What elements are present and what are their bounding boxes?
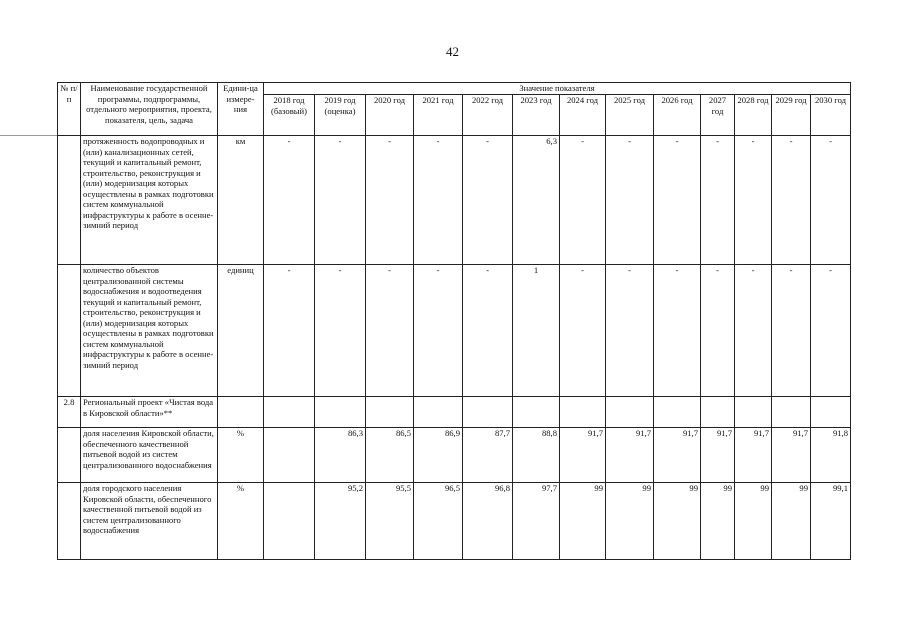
year-header: 2028 год	[735, 95, 772, 136]
page-number: 42	[446, 44, 459, 59]
value-cell: -	[654, 265, 701, 397]
value-cell: 95,5	[366, 483, 414, 560]
header-name: Наименование государственной программы, подпрограммы, отдельного мероприятия, проекта, показателя, цель, задача	[81, 83, 218, 136]
year-header: 2021 год	[414, 95, 463, 136]
value-cell	[414, 397, 463, 428]
value-cell: -	[315, 136, 366, 265]
value-cell: 86,3	[315, 428, 366, 483]
value-cell: -	[264, 136, 315, 265]
indicator-name: доля городского населения Кировской области, обеспеченного качественной питьевой водой из систем централизованного водоснабжения	[81, 483, 218, 560]
value-cell: 96,5	[414, 483, 463, 560]
value-cell: -	[414, 265, 463, 397]
value-cell: 91,7	[560, 428, 606, 483]
value-cell: 91,7	[606, 428, 654, 483]
value-cell	[772, 397, 811, 428]
value-cell: 99	[701, 483, 735, 560]
year-header: 2023 год	[513, 95, 560, 136]
value-cell: 97,7	[513, 483, 560, 560]
value-cell	[560, 397, 606, 428]
value-cell: 99	[606, 483, 654, 560]
value-cell: 99,1	[811, 483, 851, 560]
table-row	[58, 397, 851, 428]
value-cell: -	[560, 265, 606, 397]
value-cell: 95,2	[315, 483, 366, 560]
value-cell: 91,7	[701, 428, 735, 483]
header-unit: Едини-ца измере-ния	[218, 83, 264, 136]
year-header: 2020 год	[366, 95, 414, 136]
indicator-table	[57, 82, 851, 560]
value-cell: -	[654, 136, 701, 265]
row-num	[58, 428, 81, 483]
value-cell	[606, 397, 654, 428]
table-row	[58, 483, 851, 560]
indicator-name: доля населения Кировской области, обеспеченного качественной питьевой водой из систем централизованного водоснабжения	[81, 428, 218, 483]
value-cell: 99	[560, 483, 606, 560]
row-num	[58, 136, 81, 265]
header-num: № п/п	[58, 83, 81, 136]
value-cell: -	[772, 136, 811, 265]
value-cell	[366, 397, 414, 428]
value-cell	[463, 397, 513, 428]
value-cell: -	[463, 265, 513, 397]
indicator-unit: %	[218, 428, 264, 483]
value-cell: -	[701, 136, 735, 265]
value-cell: 6,3	[513, 136, 560, 265]
value-cell: 91,7	[735, 428, 772, 483]
value-cell	[811, 397, 851, 428]
value-cell: -	[701, 265, 735, 397]
value-cell	[264, 397, 315, 428]
value-cell: -	[811, 265, 851, 397]
value-cell: 87,7	[463, 428, 513, 483]
year-header: 2019 год (оценка)	[315, 95, 366, 136]
year-header: 2022 год	[463, 95, 513, 136]
value-cell: -	[735, 265, 772, 397]
table-row	[58, 428, 851, 483]
value-cell	[654, 397, 701, 428]
value-cell: 86,9	[414, 428, 463, 483]
header-values: Значение показателя	[264, 83, 851, 95]
table-row	[58, 265, 851, 397]
value-cell: 99	[772, 483, 811, 560]
value-cell: -	[463, 136, 513, 265]
year-header: 2026 год	[654, 95, 701, 136]
value-cell: 99	[654, 483, 701, 560]
value-cell	[735, 397, 772, 428]
value-cell: -	[414, 136, 463, 265]
value-cell: 1	[513, 265, 560, 397]
year-header: 2024 год	[560, 95, 606, 136]
value-cell: -	[366, 136, 414, 265]
scan-mark	[0, 135, 60, 136]
year-header: 2025 год	[606, 95, 654, 136]
table-row	[58, 136, 851, 265]
row-num	[58, 265, 81, 397]
indicator-unit: единиц	[218, 265, 264, 397]
value-cell	[264, 483, 315, 560]
indicator-unit: км	[218, 136, 264, 265]
value-cell: 88,8	[513, 428, 560, 483]
indicator-name: Региональный проект «Чистая вода в Кировской области»**	[81, 397, 218, 428]
value-cell	[513, 397, 560, 428]
value-cell: -	[606, 265, 654, 397]
value-cell: 91,7	[654, 428, 701, 483]
value-cell: 96,8	[463, 483, 513, 560]
value-cell: -	[315, 265, 366, 397]
year-header: 2029 год	[772, 95, 811, 136]
value-cell: -	[772, 265, 811, 397]
indicator-name: количество объектов централизованной системы водоснабжения и водоотведения текущий и капитальный ремонт, строительство, реконструкция и (или) модернизация которых осуществлены в рамках подготовки систем коммунальной инфраструктуры к работе в осенне-зимний период	[81, 265, 218, 397]
value-cell: -	[735, 136, 772, 265]
value-cell: -	[264, 265, 315, 397]
header-row	[58, 83, 851, 95]
value-cell: -	[560, 136, 606, 265]
value-cell	[264, 428, 315, 483]
indicator-name: протяженность водопроводных и (или) канализационных сетей, текущий и капитальный ремонт, строительство, реконструкция и (или) модернизация которых осуществлены в рамках подготовки систем коммунальной инфраструктуры к работе в осенне-зимний период	[81, 136, 218, 265]
row-num: 2.8	[58, 397, 81, 428]
value-cell: -	[606, 136, 654, 265]
value-cell: -	[366, 265, 414, 397]
indicator-unit	[218, 397, 264, 428]
value-cell: -	[811, 136, 851, 265]
value-cell: 91,8	[811, 428, 851, 483]
value-cell: 91,7	[772, 428, 811, 483]
value-cell	[701, 397, 735, 428]
row-num	[58, 483, 81, 560]
value-cell: 99	[735, 483, 772, 560]
year-header: 2030 год	[811, 95, 851, 136]
year-header: 2018 год (базовый)	[264, 95, 315, 136]
value-cell: 86,5	[366, 428, 414, 483]
value-cell	[315, 397, 366, 428]
indicator-unit: %	[218, 483, 264, 560]
year-header: 2027 год	[701, 95, 735, 136]
